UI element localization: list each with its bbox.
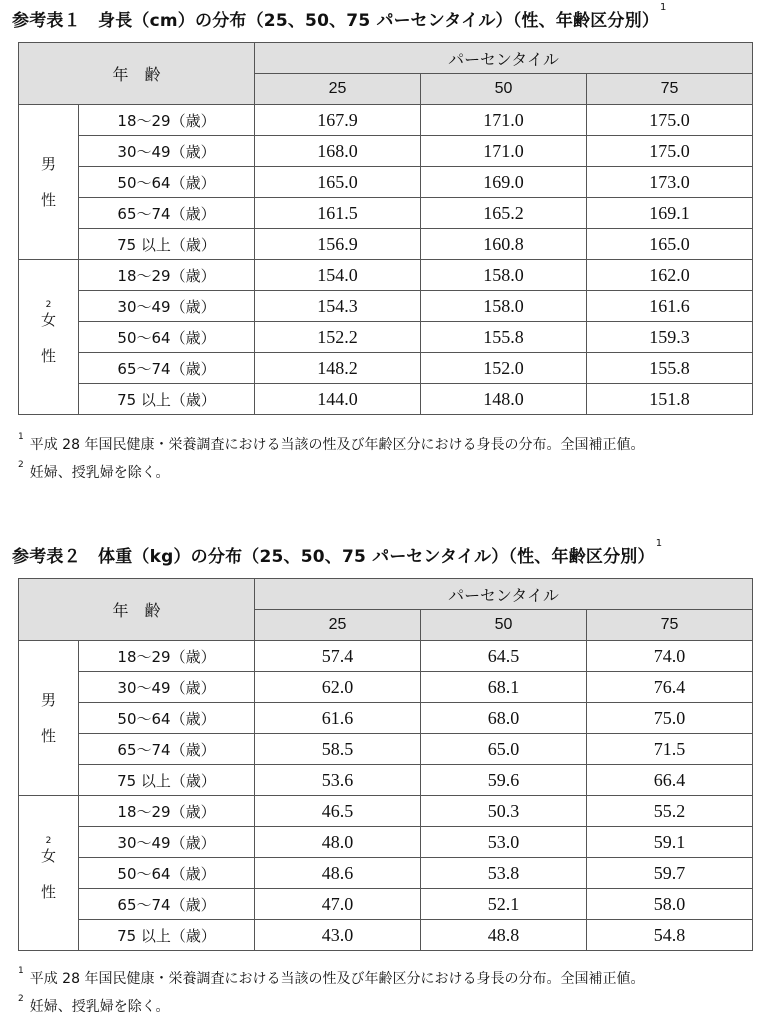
value-cell: 158.0 xyxy=(421,291,587,322)
value-cell: 53.6 xyxy=(255,765,421,796)
table-row xyxy=(19,198,753,229)
value-cell: 66.4 xyxy=(587,765,753,796)
value-cell: 71.5 xyxy=(587,734,753,765)
footnote-2: $^2$ 妊婦、授乳婦を除く。 xyxy=(18,994,170,1015)
table-row xyxy=(19,703,753,734)
table-row xyxy=(19,796,753,827)
value-cell: 154.0 xyxy=(255,260,421,291)
table-row xyxy=(19,353,753,384)
age-group-cell: 18〜29（歳） xyxy=(79,105,255,136)
header-percentile: パーセンタイル xyxy=(255,43,753,74)
table-row xyxy=(19,229,753,260)
value-cell: 165.0 xyxy=(587,229,753,260)
value-cell: 160.8 xyxy=(421,229,587,260)
value-cell: 53.8 xyxy=(421,858,587,889)
value-cell: 167.9 xyxy=(255,105,421,136)
age-group-cell: 75 以上（歳） xyxy=(79,765,255,796)
sex-group-label xyxy=(19,641,79,796)
age-group-cell: 75 以上（歳） xyxy=(79,920,255,951)
value-cell: 152.2 xyxy=(255,322,421,353)
value-cell: 55.2 xyxy=(587,796,753,827)
value-cell: 59.7 xyxy=(587,858,753,889)
table-row xyxy=(19,672,753,703)
table-row xyxy=(19,136,753,167)
value-cell: 52.1 xyxy=(421,889,587,920)
value-cell: 155.8 xyxy=(587,353,753,384)
value-cell: 62.0 xyxy=(255,672,421,703)
height-table xyxy=(18,42,753,415)
table-row xyxy=(19,260,753,291)
value-cell: 171.0 xyxy=(421,136,587,167)
table-row xyxy=(19,384,753,415)
value-cell: 169.0 xyxy=(421,167,587,198)
value-cell: 61.6 xyxy=(255,703,421,734)
table-row xyxy=(19,765,753,796)
age-group-cell: 75 以上（歳） xyxy=(79,384,255,415)
value-cell: 162.0 xyxy=(587,260,753,291)
value-cell: 64.5 xyxy=(421,641,587,672)
age-group-cell: 65〜74（歳） xyxy=(79,198,255,229)
value-cell: 48.8 xyxy=(421,920,587,951)
value-cell: 54.8 xyxy=(587,920,753,951)
age-group-cell: 65〜74（歳） xyxy=(79,353,255,384)
value-cell: 48.0 xyxy=(255,827,421,858)
value-cell: 68.0 xyxy=(421,703,587,734)
table-row xyxy=(19,291,753,322)
value-cell: 75.0 xyxy=(587,703,753,734)
age-group-cell: 75 以上（歳） xyxy=(79,229,255,260)
value-cell: 57.4 xyxy=(255,641,421,672)
header-age: 年 齢 xyxy=(19,43,255,105)
sex-label-line1: 女 xyxy=(40,847,56,865)
age-group-cell: 50〜64（歳） xyxy=(79,703,255,734)
weight-table xyxy=(18,578,753,951)
value-cell: 152.0 xyxy=(421,353,587,384)
age-group-cell: 30〜49（歳） xyxy=(79,827,255,858)
value-cell: 168.0 xyxy=(255,136,421,167)
value-cell: 46.5 xyxy=(255,796,421,827)
header-col-25: 25 xyxy=(255,610,421,641)
value-cell: 59.6 xyxy=(421,765,587,796)
value-cell: 58.0 xyxy=(587,889,753,920)
value-cell: 158.0 xyxy=(421,260,587,291)
header-col-75: 75 xyxy=(587,610,753,641)
age-group-cell: 30〜49（歳） xyxy=(79,136,255,167)
age-group-cell: 50〜64（歳） xyxy=(79,322,255,353)
value-cell: 154.3 xyxy=(255,291,421,322)
value-cell: 59.1 xyxy=(587,827,753,858)
sex-label-line2: 性 xyxy=(40,191,56,209)
sex-group-label xyxy=(19,105,79,260)
sex-label-line2: 性 xyxy=(40,727,56,745)
header-col-25: 25 xyxy=(255,74,421,105)
value-cell: 161.5 xyxy=(255,198,421,229)
header-col-75: 75 xyxy=(587,74,753,105)
sex-group-label xyxy=(19,260,79,415)
table-row xyxy=(19,105,753,136)
age-group-cell: 18〜29（歳） xyxy=(79,641,255,672)
table-title: 参考表２ 体重（kg）の分布（25、50、75 パーセンタイル）（性、年齢区分別）$^1$ xyxy=(12,538,663,567)
header-age: 年 齢 xyxy=(19,579,255,641)
table-row xyxy=(19,827,753,858)
table-row xyxy=(19,889,753,920)
value-cell: 161.6 xyxy=(587,291,753,322)
age-group-cell: 50〜64（歳） xyxy=(79,167,255,198)
age-group-cell: 30〜49（歳） xyxy=(79,291,255,322)
value-cell: 155.8 xyxy=(421,322,587,353)
value-cell: 165.0 xyxy=(255,167,421,198)
table-row xyxy=(19,858,753,889)
value-cell: 43.0 xyxy=(255,920,421,951)
header-col-50: 50 xyxy=(421,74,587,105)
value-cell: 175.0 xyxy=(587,105,753,136)
header-col-50: 50 xyxy=(421,610,587,641)
table-row xyxy=(19,641,753,672)
value-cell: 74.0 xyxy=(587,641,753,672)
footnote-1: $^1$ 平成 28 年国民健康・栄養調査における当該の性及び年齢区分における身長の分布。全国補正値。 xyxy=(18,432,645,453)
value-cell: 165.2 xyxy=(421,198,587,229)
value-cell: 50.3 xyxy=(421,796,587,827)
value-cell: 53.0 xyxy=(421,827,587,858)
value-cell: 169.1 xyxy=(587,198,753,229)
age-group-cell: 65〜74（歳） xyxy=(79,889,255,920)
table-title: 参考表１ 身長（cm）の分布（25、50、75 パーセンタイル）（性、年齢区分別）$^1$ xyxy=(12,2,667,31)
age-group-cell: 30〜49（歳） xyxy=(79,672,255,703)
sex-label-line2: 性 xyxy=(40,883,56,901)
value-cell: 151.8 xyxy=(587,384,753,415)
value-cell: 148.0 xyxy=(421,384,587,415)
sex-label-line2: 性 xyxy=(40,347,56,365)
table-row xyxy=(19,920,753,951)
value-cell: 48.6 xyxy=(255,858,421,889)
age-group-cell: 50〜64（歳） xyxy=(79,858,255,889)
age-group-cell: 65〜74（歳） xyxy=(79,734,255,765)
footnote-marker: 2 xyxy=(45,300,52,310)
table-row xyxy=(19,167,753,198)
header-percentile: パーセンタイル xyxy=(255,579,753,610)
footnote-marker: 2 xyxy=(45,836,52,846)
table-row xyxy=(19,322,753,353)
value-cell: 68.1 xyxy=(421,672,587,703)
value-cell: 65.0 xyxy=(421,734,587,765)
sex-label-line1: 男 xyxy=(40,691,56,709)
value-cell: 171.0 xyxy=(421,105,587,136)
age-group-cell: 18〜29（歳） xyxy=(79,260,255,291)
sex-label-line1: 男 xyxy=(40,155,56,173)
value-cell: 148.2 xyxy=(255,353,421,384)
footnote-2: $^2$ 妊婦、授乳婦を除く。 xyxy=(18,460,170,481)
value-cell: 144.0 xyxy=(255,384,421,415)
footnote-1: $^1$ 平成 28 年国民健康・栄養調査における当該の性及び年齢区分における身長の分布。全国補正値。 xyxy=(18,966,645,987)
age-group-cell: 18〜29（歳） xyxy=(79,796,255,827)
value-cell: 173.0 xyxy=(587,167,753,198)
value-cell: 47.0 xyxy=(255,889,421,920)
sex-group-label xyxy=(19,796,79,951)
sex-label-line1: 女 xyxy=(40,311,56,329)
value-cell: 58.5 xyxy=(255,734,421,765)
value-cell: 159.3 xyxy=(587,322,753,353)
table-row xyxy=(19,734,753,765)
value-cell: 76.4 xyxy=(587,672,753,703)
value-cell: 156.9 xyxy=(255,229,421,260)
value-cell: 175.0 xyxy=(587,136,753,167)
